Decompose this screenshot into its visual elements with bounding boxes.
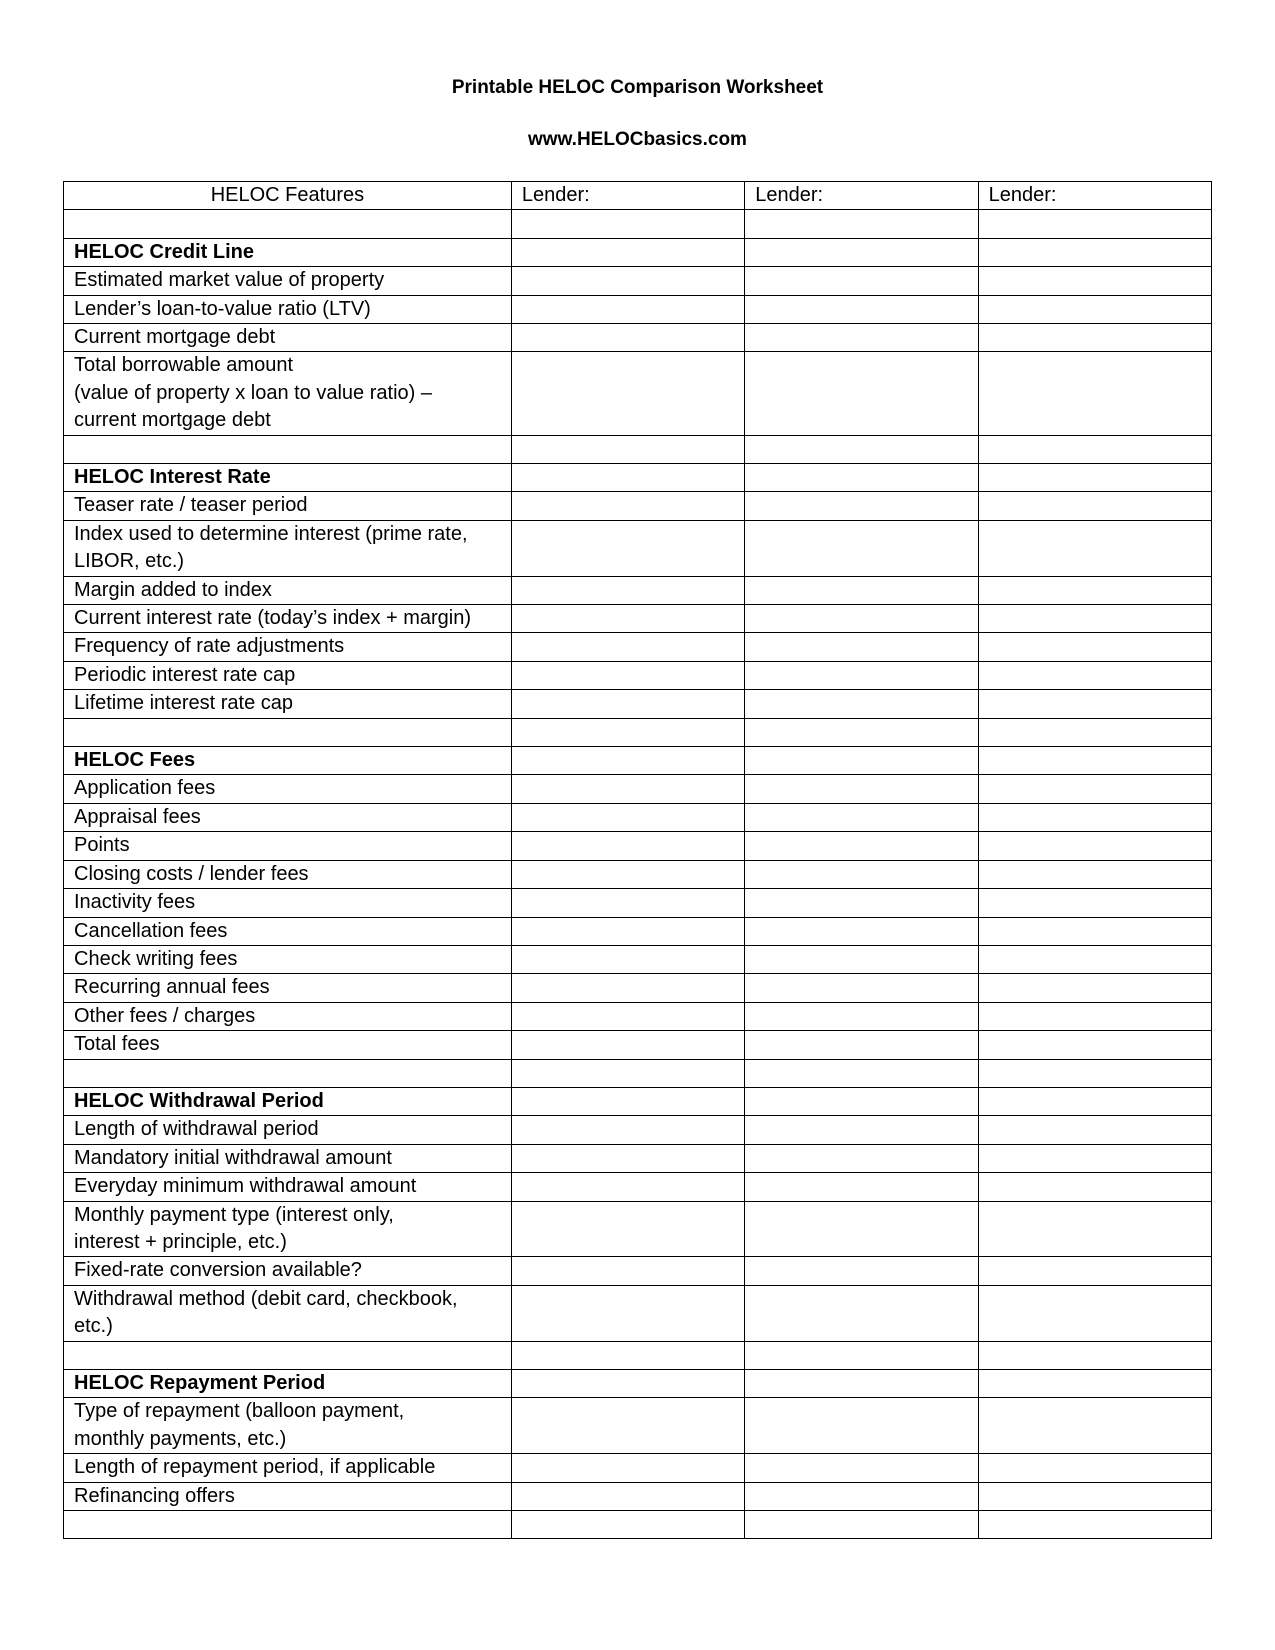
header-features: HELOC Features [64,182,512,210]
table-header-row [64,182,1212,210]
lender-2-cell[interactable] [745,718,978,746]
lender-1-cell[interactable] [511,1257,744,1285]
lender-1-cell[interactable] [511,690,744,718]
table-row [64,520,1212,576]
table-row [64,803,1212,831]
table-row [64,1031,1212,1059]
lender-1-cell[interactable] [511,747,744,775]
lender-2-cell[interactable] [745,210,978,238]
lender-2-cell[interactable] [745,267,978,295]
lender-3-cell[interactable] [978,718,1211,746]
feature-label [64,1511,512,1539]
lender-2-cell[interactable] [745,775,978,803]
lender-2-cell[interactable] [745,1173,978,1201]
blank-row [64,1511,1212,1539]
feature-label: Points [64,832,512,860]
lender-1-cell[interactable] [511,1398,744,1454]
feature-label: Length of withdrawal period [64,1116,512,1144]
lender-2-cell[interactable] [745,1257,978,1285]
lender-2-cell[interactable] [745,1002,978,1030]
table-row [64,1285,1212,1341]
lender-3-cell[interactable] [978,1454,1211,1482]
lender-1-cell[interactable] [511,1285,744,1341]
lender-3-cell[interactable] [978,1116,1211,1144]
lender-1-cell[interactable] [511,917,744,945]
section-row [64,747,1212,775]
lender-3-cell[interactable] [978,832,1211,860]
section-row [64,464,1212,492]
lender-2-cell[interactable] [745,860,978,888]
lender-2-cell[interactable] [745,1059,978,1087]
feature-label [64,210,512,238]
lender-3-cell[interactable] [978,1031,1211,1059]
lender-3-cell[interactable] [978,605,1211,633]
feature-label [64,1341,512,1369]
feature-label: Cancellation fees [64,917,512,945]
lender-2-cell[interactable] [745,1511,978,1539]
lender-2-cell[interactable] [745,945,978,973]
feature-label: Fixed-rate conversion available? [64,1257,512,1285]
lender-2-cell[interactable] [745,1144,978,1172]
lender-1-cell[interactable] [511,295,744,323]
lender-2-cell[interactable] [745,1201,978,1257]
lender-3-cell[interactable] [978,974,1211,1002]
lender-2-cell[interactable] [745,464,978,492]
lender-1-cell[interactable] [511,1173,744,1201]
lender-2-cell[interactable] [745,352,978,435]
lender-3-cell[interactable] [978,267,1211,295]
table-row [64,1144,1212,1172]
feature-label [64,718,512,746]
table-row [64,295,1212,323]
lender-3-cell[interactable] [978,1285,1211,1341]
lender-3-cell[interactable] [978,1059,1211,1087]
header-lender-2: Lender: [745,182,978,210]
lender-3-cell[interactable] [978,295,1211,323]
feature-label: Current interest rate (today’s index + margin) [64,605,512,633]
lender-1-cell[interactable] [511,1144,744,1172]
feature-label: Check writing fees [64,945,512,973]
table-row [64,832,1212,860]
lender-3-cell[interactable] [978,1257,1211,1285]
lender-3-cell[interactable] [978,576,1211,604]
lender-2-cell[interactable] [745,974,978,1002]
section-heading: HELOC Fees [64,747,512,775]
feature-label [64,1059,512,1087]
table-row [64,1002,1212,1030]
lender-1-cell[interactable] [511,1482,744,1510]
feature-label: Withdrawal method (debit card, checkbook, etc.) [64,1285,512,1341]
header-lender-3: Lender: [978,182,1211,210]
lender-2-cell[interactable] [745,492,978,520]
section-heading: HELOC Repayment Period [64,1369,512,1397]
table-row [64,492,1212,520]
table-row [64,267,1212,295]
section-row [64,1087,1212,1115]
lender-2-cell[interactable] [745,633,978,661]
lender-3-cell[interactable] [978,747,1211,775]
table-row [64,1482,1212,1510]
feature-label: Lifetime interest rate cap [64,690,512,718]
lender-1-cell[interactable] [511,1116,744,1144]
lender-2-cell[interactable] [745,661,978,689]
lender-1-cell[interactable] [511,860,744,888]
lender-2-cell[interactable] [745,1369,978,1397]
lender-2-cell[interactable] [745,238,978,266]
blank-row [64,210,1212,238]
blank-row [64,1059,1212,1087]
table-row [64,605,1212,633]
table-row [64,576,1212,604]
comparison-table [63,181,1212,1539]
table-row [64,1173,1212,1201]
lender-1-cell[interactable] [511,974,744,1002]
table-row [64,1398,1212,1454]
table-row [64,860,1212,888]
header-lender-1: Lender: [511,182,744,210]
lender-3-cell[interactable] [978,324,1211,352]
lender-1-cell[interactable] [511,1059,744,1087]
lender-3-cell[interactable] [978,661,1211,689]
lender-1-cell[interactable] [511,1341,744,1369]
lender-1-cell[interactable] [511,775,744,803]
section-row [64,238,1212,266]
table-row [64,889,1212,917]
feature-label: Refinancing offers [64,1482,512,1510]
lender-2-cell[interactable] [745,803,978,831]
lender-2-cell[interactable] [745,747,978,775]
lender-3-cell[interactable] [978,1398,1211,1454]
lender-2-cell[interactable] [745,1087,978,1115]
feature-label: Type of repayment (balloon payment, monthly payments, etc.) [64,1398,512,1454]
lender-1-cell[interactable] [511,576,744,604]
lender-1-cell[interactable] [511,661,744,689]
lender-2-cell[interactable] [745,1031,978,1059]
table-row [64,775,1212,803]
lender-3-cell[interactable] [978,1144,1211,1172]
lender-3-cell[interactable] [978,1173,1211,1201]
lender-2-cell[interactable] [745,1341,978,1369]
blank-row [64,718,1212,746]
feature-label: Current mortgage debt [64,324,512,352]
feature-label [64,435,512,463]
blank-row [64,435,1212,463]
table-row [64,352,1212,435]
lender-3-cell[interactable] [978,633,1211,661]
lender-1-cell[interactable] [511,605,744,633]
feature-label: Index used to determine interest (prime rate, LIBOR, etc.) [64,520,512,576]
table-row [64,633,1212,661]
lender-1-cell[interactable] [511,1087,744,1115]
lender-2-cell[interactable] [745,1285,978,1341]
lender-1-cell[interactable] [511,435,744,463]
table-row [64,1116,1212,1144]
feature-label: Estimated market value of property [64,267,512,295]
lender-1-cell[interactable] [511,492,744,520]
feature-label: Total fees [64,1031,512,1059]
lender-3-cell[interactable] [978,945,1211,973]
lender-2-cell[interactable] [745,576,978,604]
lender-3-cell[interactable] [978,520,1211,576]
section-row [64,1369,1212,1397]
lender-1-cell[interactable] [511,1454,744,1482]
lender-3-cell[interactable] [978,1482,1211,1510]
lender-1-cell[interactable] [511,520,744,576]
lender-3-cell[interactable] [978,1369,1211,1397]
lender-3-cell[interactable] [978,210,1211,238]
table-row [64,974,1212,1002]
lender-2-cell[interactable] [745,690,978,718]
table-row [64,917,1212,945]
lender-1-cell[interactable] [511,1002,744,1030]
feature-label: Other fees / charges [64,1002,512,1030]
worksheet-title: Printable HELOC Comparison Worksheet [451,77,824,98]
feature-label: Lender’s loan-to-value ratio (LTV) [64,295,512,323]
lender-1-cell[interactable] [511,1031,744,1059]
lender-2-cell[interactable] [745,889,978,917]
lender-1-cell[interactable] [511,1511,744,1539]
feature-label: Frequency of rate adjustments [64,633,512,661]
feature-label: Mandatory initial withdrawal amount [64,1144,512,1172]
lender-2-cell[interactable] [745,324,978,352]
table-row [64,945,1212,973]
section-heading: HELOC Interest Rate [64,464,512,492]
comparison-table-body [64,182,1212,1539]
lender-3-cell[interactable] [978,860,1211,888]
lender-3-cell[interactable] [978,1511,1211,1539]
table-row [64,690,1212,718]
lender-1-cell[interactable] [511,803,744,831]
lender-1-cell[interactable] [511,238,744,266]
table-row [64,661,1212,689]
lender-3-cell[interactable] [978,435,1211,463]
lender-3-cell[interactable] [978,1201,1211,1257]
lender-1-cell[interactable] [511,633,744,661]
lender-1-cell[interactable] [511,718,744,746]
feature-label: Monthly payment type (interest only, interest + principle, etc.) [64,1201,512,1257]
lender-2-cell[interactable] [745,832,978,860]
table-row [64,1201,1212,1257]
feature-label: Inactivity fees [64,889,512,917]
lender-1-cell[interactable] [511,210,744,238]
lender-3-cell[interactable] [978,917,1211,945]
lender-1-cell[interactable] [511,324,744,352]
feature-label: Teaser rate / teaser period [64,492,512,520]
lender-2-cell[interactable] [745,1454,978,1482]
lender-3-cell[interactable] [978,1087,1211,1115]
table-row [64,1454,1212,1482]
lender-1-cell[interactable] [511,1201,744,1257]
lender-3-cell[interactable] [978,889,1211,917]
lender-1-cell[interactable] [511,945,744,973]
lender-3-cell[interactable] [978,492,1211,520]
lender-3-cell[interactable] [978,1341,1211,1369]
feature-label: Length of repayment period, if applicable [64,1454,512,1482]
feature-label: Margin added to index [64,576,512,604]
lender-2-cell[interactable] [745,605,978,633]
lender-1-cell[interactable] [511,1369,744,1397]
lender-3-cell[interactable] [978,775,1211,803]
lender-2-cell[interactable] [745,435,978,463]
lender-1-cell[interactable] [511,464,744,492]
worksheet-url: www.HELOCbasics.com [528,129,747,150]
lender-2-cell[interactable] [745,917,978,945]
feature-label: Application fees [64,775,512,803]
lender-2-cell[interactable] [745,520,978,576]
lender-2-cell[interactable] [745,295,978,323]
lender-1-cell[interactable] [511,352,744,435]
feature-label: Total borrowable amount (value of property x loan to value ratio) – current mortgage debt [64,352,512,435]
lender-3-cell[interactable] [978,1002,1211,1030]
table-row [64,1257,1212,1285]
feature-label: Periodic interest rate cap [64,661,512,689]
feature-label: Recurring annual fees [64,974,512,1002]
lender-1-cell[interactable] [511,267,744,295]
lender-3-cell[interactable] [978,238,1211,266]
lender-2-cell[interactable] [745,1482,978,1510]
lender-1-cell[interactable] [511,832,744,860]
feature-label: Everyday minimum withdrawal amount [64,1173,512,1201]
lender-1-cell[interactable] [511,889,744,917]
blank-row [64,1341,1212,1369]
section-heading: HELOC Withdrawal Period [64,1087,512,1115]
lender-3-cell[interactable] [978,352,1211,435]
lender-2-cell[interactable] [745,1116,978,1144]
lender-3-cell[interactable] [978,803,1211,831]
section-heading: HELOC Credit Line [64,238,512,266]
feature-label: Appraisal fees [64,803,512,831]
lender-2-cell[interactable] [745,1398,978,1454]
lender-3-cell[interactable] [978,690,1211,718]
lender-3-cell[interactable] [978,464,1211,492]
table-row [64,324,1212,352]
feature-label: Closing costs / lender fees [64,860,512,888]
